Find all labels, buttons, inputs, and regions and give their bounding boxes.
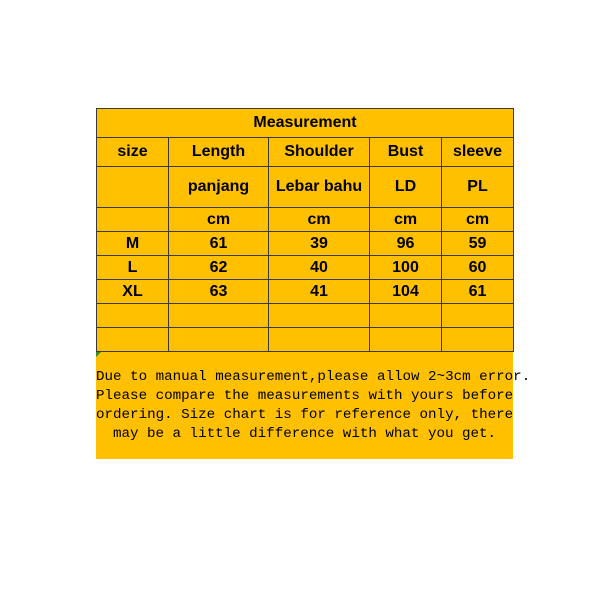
note-line: Due to manual measurement,please allow 2~3cm error. (96, 369, 531, 385)
empty-cell (442, 328, 514, 352)
sleeve-cell: 61 (442, 280, 514, 304)
subheader-shoulder: Lebar bahu (269, 167, 370, 208)
note-line: Please compare the measurements with yours before (96, 388, 514, 404)
empty-cell (169, 304, 269, 328)
shoulder-cell: 39 (269, 232, 370, 256)
shoulder-cell: 40 (269, 256, 370, 280)
table-row (97, 280, 514, 304)
subheader-sleeve: PL (442, 167, 514, 208)
bust-cell: 104 (370, 280, 442, 304)
unit-shoulder: cm (269, 208, 370, 232)
size-cell: M (97, 232, 169, 256)
size-chart (96, 108, 531, 459)
header-size: size (97, 138, 169, 167)
subheader-row (97, 167, 514, 208)
sleeve-cell: 59 (442, 232, 514, 256)
header-sleeve: sleeve (442, 138, 514, 167)
unit-row (97, 208, 514, 232)
empty-cell (97, 304, 169, 328)
shoulder-cell: 41 (269, 280, 370, 304)
empty-cell (370, 328, 442, 352)
empty-cell (97, 328, 169, 352)
measurement-table (96, 108, 514, 352)
empty-cell (169, 328, 269, 352)
header-shoulder: Shoulder (269, 138, 370, 167)
empty-cell (442, 304, 514, 328)
header-bust: Bust (370, 138, 442, 167)
empty-cell (370, 304, 442, 328)
empty-row (97, 328, 514, 352)
cell-comment-marker (96, 352, 101, 357)
note-line: ordering. Size chart is for reference only, there (96, 407, 514, 423)
empty-row (97, 304, 514, 328)
length-cell: 62 (169, 256, 269, 280)
header-row (97, 138, 514, 167)
bust-cell: 96 (370, 232, 442, 256)
table-row (97, 232, 514, 256)
size-cell: L (97, 256, 169, 280)
size-cell: XL (97, 280, 169, 304)
unit-size (97, 208, 169, 232)
subheader-bust: LD (370, 167, 442, 208)
measurement-note (96, 352, 531, 459)
table-title: Measurement (97, 109, 514, 138)
table-row (97, 256, 514, 280)
unit-bust: cm (370, 208, 442, 232)
empty-cell (269, 304, 370, 328)
subheader-size (97, 167, 169, 208)
unit-sleeve: cm (442, 208, 514, 232)
sleeve-cell: 60 (442, 256, 514, 280)
table-title-row (97, 109, 514, 138)
note-line: may be a little difference with what you get. (112, 426, 497, 442)
length-cell: 63 (169, 280, 269, 304)
subheader-length: panjang (169, 167, 269, 208)
header-length: Length (169, 138, 269, 167)
unit-length: cm (169, 208, 269, 232)
length-cell: 61 (169, 232, 269, 256)
bust-cell: 100 (370, 256, 442, 280)
empty-cell (269, 328, 370, 352)
